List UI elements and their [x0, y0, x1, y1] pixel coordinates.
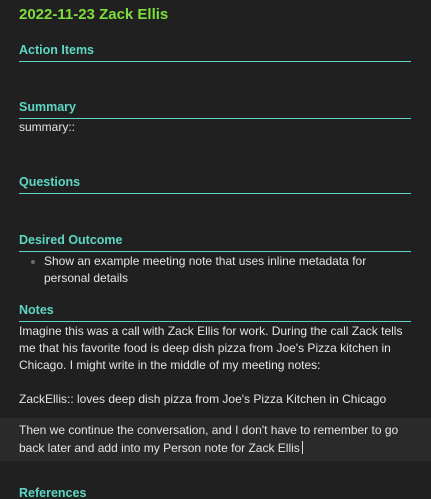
notes-inline-field[interactable]: ZackEllis:: loves deep dish pizza from Joe's Pizza Kitchen in Chicago	[19, 392, 387, 406]
section-desired-outcome	[19, 232, 411, 286]
list-item[interactable]	[29, 253, 411, 286]
text-cursor	[302, 441, 303, 454]
note-title[interactable]: 2022-11-23 Zack Ellis	[19, 6, 169, 23]
list-item-text: Show an example meeting note that uses inline metadata for personal details	[44, 254, 367, 285]
notes-paragraph-1[interactable]: Imagine this was a call with Zack Ellis for work. During the call Zack tells me that his favorite food is deep dish pizza from Joe's Pizza kitchen in Chicago. I might write in the middle of my meeting notes:	[19, 324, 403, 372]
heading-questions[interactable]: Questions	[19, 174, 411, 194]
section-references	[19, 485, 411, 499]
desired-outcome-list	[19, 253, 411, 286]
active-line[interactable]	[0, 418, 431, 461]
section-summary	[19, 99, 411, 136]
bullet-icon	[31, 260, 35, 264]
section-notes	[19, 302, 411, 461]
section-action-items	[19, 42, 411, 62]
heading-notes[interactable]: Notes	[19, 302, 411, 322]
summary-field[interactable]: summary::	[19, 120, 76, 134]
heading-action-items[interactable]: Action Items	[19, 42, 411, 62]
section-questions	[19, 174, 411, 194]
heading-desired-outcome[interactable]: Desired Outcome	[19, 232, 411, 252]
heading-summary[interactable]: Summary	[19, 99, 411, 119]
notes-paragraph-2[interactable]: Then we continue the conversation, and I don't have to remember to go back later and add into my Person note for Zack Ellis	[19, 423, 399, 455]
heading-references[interactable]: References	[19, 485, 411, 499]
